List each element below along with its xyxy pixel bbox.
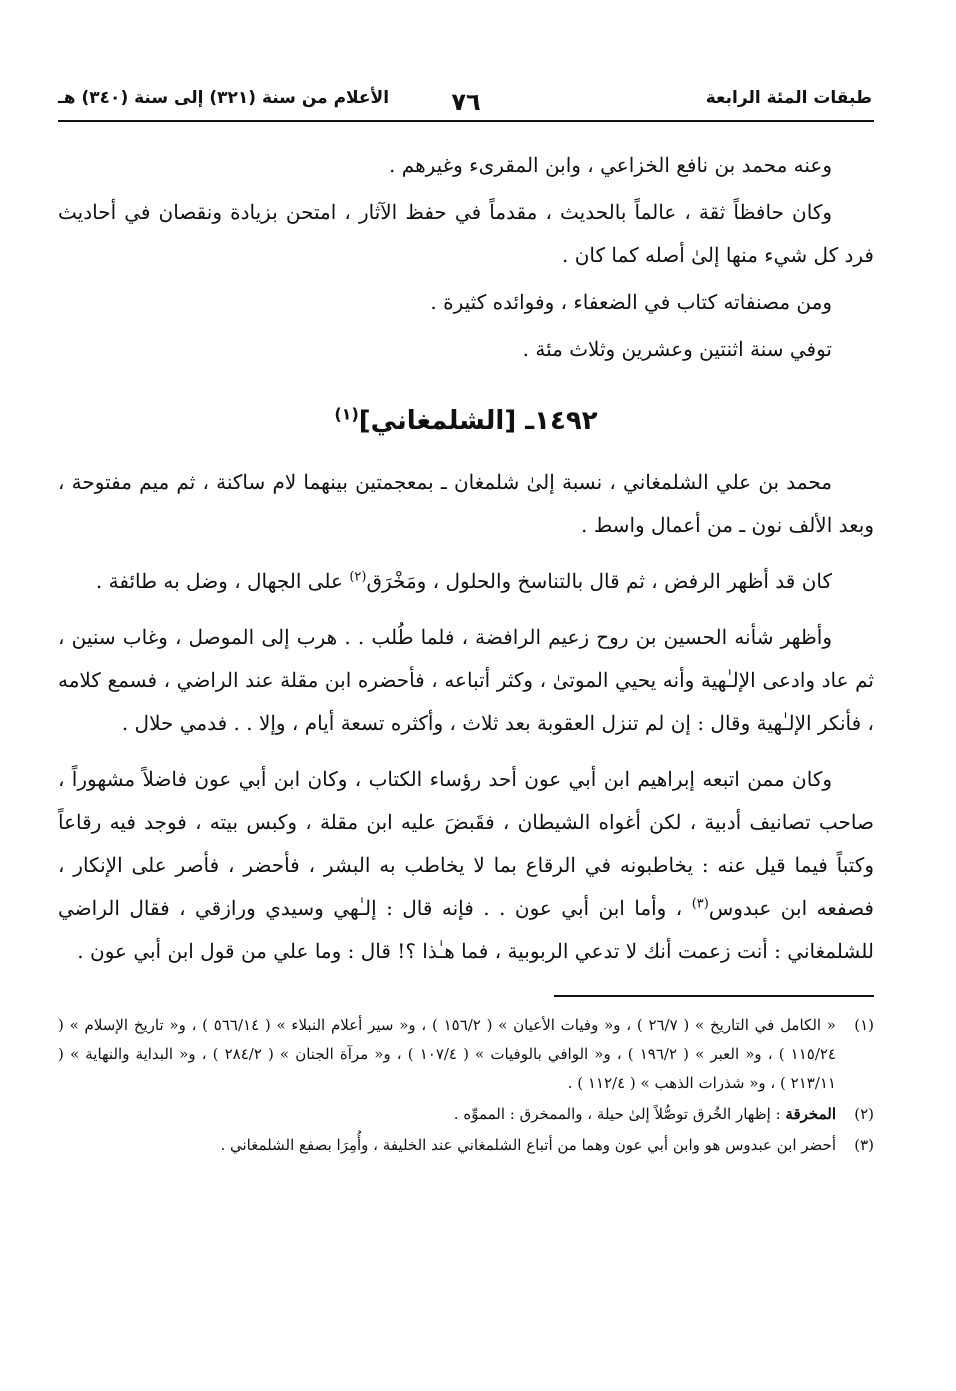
paragraph-beliefs [58, 560, 874, 603]
footnote-text [58, 1100, 836, 1129]
main-text [58, 144, 874, 973]
footnote-ref-1[interactable]: (١) [334, 404, 359, 424]
entry-title: ١٤٩٢ـ [الشلمغاني] [358, 406, 598, 436]
footnote-definition: : إظهار الخُرق توصُّلاً إلىٰ حيلة ، والممخرق : المموِّه . [453, 1105, 786, 1123]
paragraph-narrators: وعنه محمد بن نافع الخزاعي ، وابن المقرىء وغيرهم . [389, 153, 832, 177]
header-section-title: طبقات المئة الرابعة [705, 88, 872, 108]
footnote-3 [58, 1131, 874, 1160]
page-number: ٧٦ [451, 88, 481, 116]
paragraph-lineage: محمد بن علي الشلمغاني ، نسبة إلىٰ شلمغان ـ بمعجمتين بينهما لام ساكنة ، ثم ميم مفتوحة ، وبعد الألف نون ـ من أعمال واسط . [58, 470, 874, 537]
footnotes [58, 1011, 874, 1160]
footnote-1 [58, 1011, 874, 1098]
paragraph-followers-b: ، وأما ابن أبي عون . . فإنه قال : إلـٰهي وسيدي ورازقي ، فقال الراضي للشلمغاني : أنت زعمت أنك لا تدعي الربوبية ، فما هـٰذا ؟! قال : وما علي من قول ابن أبي عون . [58, 896, 874, 963]
header-year-range: الأعلام من سنة (٣٢١) إلى سنة (٣٤٠) هـ [58, 88, 390, 108]
footnote-number: (٣) [854, 1136, 874, 1154]
paragraph-reliability: وكان حافظاً ثقة ، عالماً بالحديث ، مقدماً في حفظ الآثار ، امتحن بزيادة ونقصان في أحاديث فرد كل شيء منها إلىٰ أصله كما كان . [58, 200, 874, 267]
paragraph-death: توفي سنة اثنتين وعشرين وثلاث مئة . [522, 337, 832, 361]
footnote-text: أحضر ابن عبدوس هو وابن أبي عون وهما من أتباع الشلمغاني عند الخليفة ، وأُمِرَا بصفع الشلمغاني . [220, 1136, 836, 1154]
footnote-term: المخرقة [785, 1105, 836, 1123]
footnote-number: (٢) [854, 1105, 874, 1123]
footnote-ref-3[interactable]: (٣) [691, 896, 709, 912]
paragraph-beliefs-a: كان قد أظهر الرفض ، ثم قال بالتناسخ والحلول ، ومَخْرَق [366, 569, 832, 593]
footnote-ref-2[interactable]: (٢) [349, 569, 367, 585]
paragraph-works: ومن مصنفاته كتاب في الضعفاء ، وفوائده كثيرة . [430, 290, 832, 314]
footnote-text: « الكامل في التاريخ » ( ٢٦/٧ ) ، و« وفيات الأعيان » ( ١٥٦/٢ ) ، و« سير أعلام النبلاء » ( ٥٦٦/١٤ ) ، و« تاريخ الإسلام » ( ١١٥/٢٤ ) ، و« العبر » ( ١٩٦/٢ ) ، و« الوافي بالوفيات » ( ١٠٧/٤ ) ، و« مرآة الجنان » ( ٢٨٤/٢ ) ، و« البداية والنهاية » ( ٢١٣/١١ ) ، و« شذرات الذهب » ( ١١٢/٤ ) . [58, 1016, 836, 1092]
footnote-divider [554, 995, 874, 997]
footnote-number: (١) [854, 1016, 874, 1034]
book-page [58, 86, 874, 1162]
paragraph-followers-a: وكان ممن اتبعه إبراهيم ابن أبي عون أحد رؤساء الكتاب ، وكان ابن أبي عون فاضلاً مشهوراً ، صاحب تصانيف أدبية ، لكن أغواه الشيطان ، فقَبضَ عليه ابن مقلة ، وكبس بيته ، فوجد فيه رقاعاً وكتباً فيما قيل عنه : يخاطبونه في الرقاع بما لا يخاطب به البشر ، فأحضر ، فأصر على الإنكار ، فصفعه ابن عبدوس [58, 767, 875, 920]
footnote-2 [58, 1100, 874, 1129]
running-header [58, 86, 874, 122]
paragraph-flight: وأظهر شأنه الحسين بن روح زعيم الرافضة ، فلما طُلب . . هرب إلى الموصل ، وغاب سنين ، ثم عاد وادعى الإلـٰهية وأنه يحيي الموتىٰ ، وكثر أتباعه ، فأحضره ابن مقلة عند الراضي ، فسمع كلامه ، فأنكر الإلـٰهية وقال : إن لم تنزل العقوبة بعد ثلاث ، وأكثره تسعة أيام ، وإلا . . فدمي حلال . [58, 625, 874, 735]
entry-heading [58, 401, 874, 441]
paragraph-beliefs-b: على الجهال ، وضل به طائفة . [95, 569, 350, 593]
paragraph-followers [58, 758, 874, 973]
